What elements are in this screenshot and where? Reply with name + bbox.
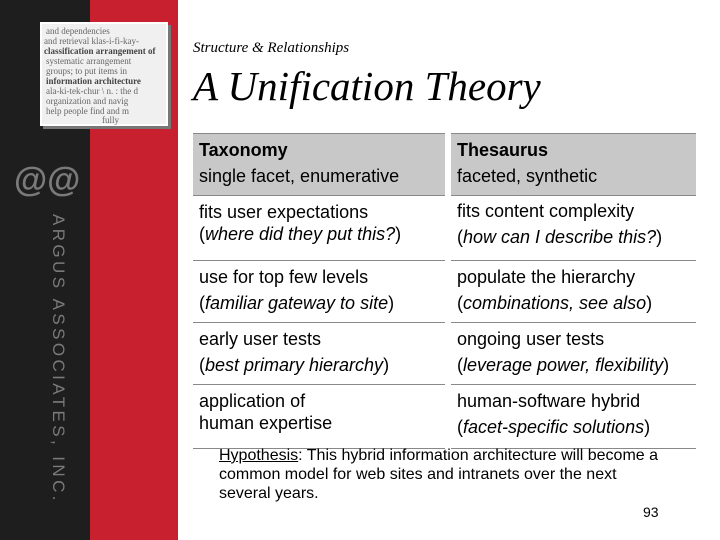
slide-title: A Unification Theory <box>193 63 541 109</box>
svg-text:classification arrangement of: classification arrangement of <box>44 46 156 56</box>
cell-main-text: fits content complexity <box>457 201 635 221</box>
svg-text:information architecture: information architecture <box>46 76 141 86</box>
sidebar <box>0 0 178 540</box>
cell-main-text: human expertise <box>199 413 333 433</box>
table-cell <box>448 196 696 261</box>
table-cell <box>448 261 696 323</box>
svg-text:ala-ki-tek-chur \ n. : the d: ala-ki-tek-chur \ n. : the d <box>46 86 138 96</box>
taxonomy-heading: Taxonomy <box>199 140 288 160</box>
table-header-row <box>193 134 696 196</box>
table-cell <box>448 323 696 385</box>
cell-note: (familiar gateway to site) <box>199 293 395 313</box>
cell-note: (leverage power, flexibility) <box>457 355 670 375</box>
cell-note: (how can I describe this?) <box>457 227 663 247</box>
header-cell-thesaurus <box>448 134 696 196</box>
table-row <box>193 385 696 449</box>
thesaurus-heading: Thesaurus <box>457 140 549 160</box>
table-cell <box>193 323 448 385</box>
svg-text:fully: fully <box>102 115 119 125</box>
svg-text:help people find and m: help people find and m <box>46 106 129 116</box>
hypothesis-body: This hybrid information architecture will become a common model for web sites and intranets over the next several years. <box>219 447 659 502</box>
cell-main-text: ongoing user tests <box>457 329 605 349</box>
header-cell-taxonomy <box>193 134 448 196</box>
thumbnail-image <box>40 22 168 126</box>
svg-text:@@: @@ <box>14 161 81 199</box>
cell-main-text: human-software hybrid <box>457 391 641 411</box>
comparison-table <box>193 133 696 449</box>
hypothesis-label: Hypothesis <box>219 447 299 464</box>
cell-main-text: early user tests <box>199 329 322 349</box>
svg-text:and dependencies: and dependencies <box>46 26 110 36</box>
thesaurus-subheading: faceted, synthetic <box>457 166 598 186</box>
table-cell <box>193 385 448 449</box>
cell-note: (combinations, see also) <box>457 293 653 313</box>
svg-text:and retrieval klas-i-fi-kay-: and retrieval klas-i-fi-kay- <box>44 36 139 46</box>
cell-main-text: application of <box>199 391 306 411</box>
cell-note: (where did they put this?) <box>199 224 402 244</box>
table-row <box>193 323 696 385</box>
cell-main-text: use for top few levels <box>199 267 369 287</box>
page-number: 93 <box>643 504 659 520</box>
svg-text:organization and navig: organization and navig <box>46 96 129 106</box>
brand-vertical-text <box>48 212 72 502</box>
hypothesis-text: Hypothesis: This hybrid information architecture will become a common model for web sites and intranets over the next several years. <box>219 447 659 502</box>
table-row <box>193 196 696 261</box>
svg-text:ARGUS ASSOCIATES, INC.: ARGUS ASSOCIATES, INC. <box>49 214 68 504</box>
table-row <box>193 261 696 323</box>
cell-main-text: fits user expectations <box>199 202 369 222</box>
svg-text:systematic arrangement: systematic arrangement <box>46 56 132 66</box>
table-cell <box>448 385 696 449</box>
table-cell <box>193 261 448 323</box>
cell-note: (best primary hierarchy) <box>199 355 390 375</box>
taxonomy-subheading: single facet, enumerative <box>199 166 400 186</box>
slide-subtitle: Structure & Relationships <box>193 40 350 56</box>
cell-main-text: populate the hierarchy <box>457 267 636 287</box>
cell-note: (facet-specific solutions) <box>457 417 651 437</box>
argus-logo-icon <box>12 155 81 199</box>
table-cell <box>193 196 448 261</box>
svg-text:groups; to put items in: groups; to put items in <box>46 66 127 76</box>
